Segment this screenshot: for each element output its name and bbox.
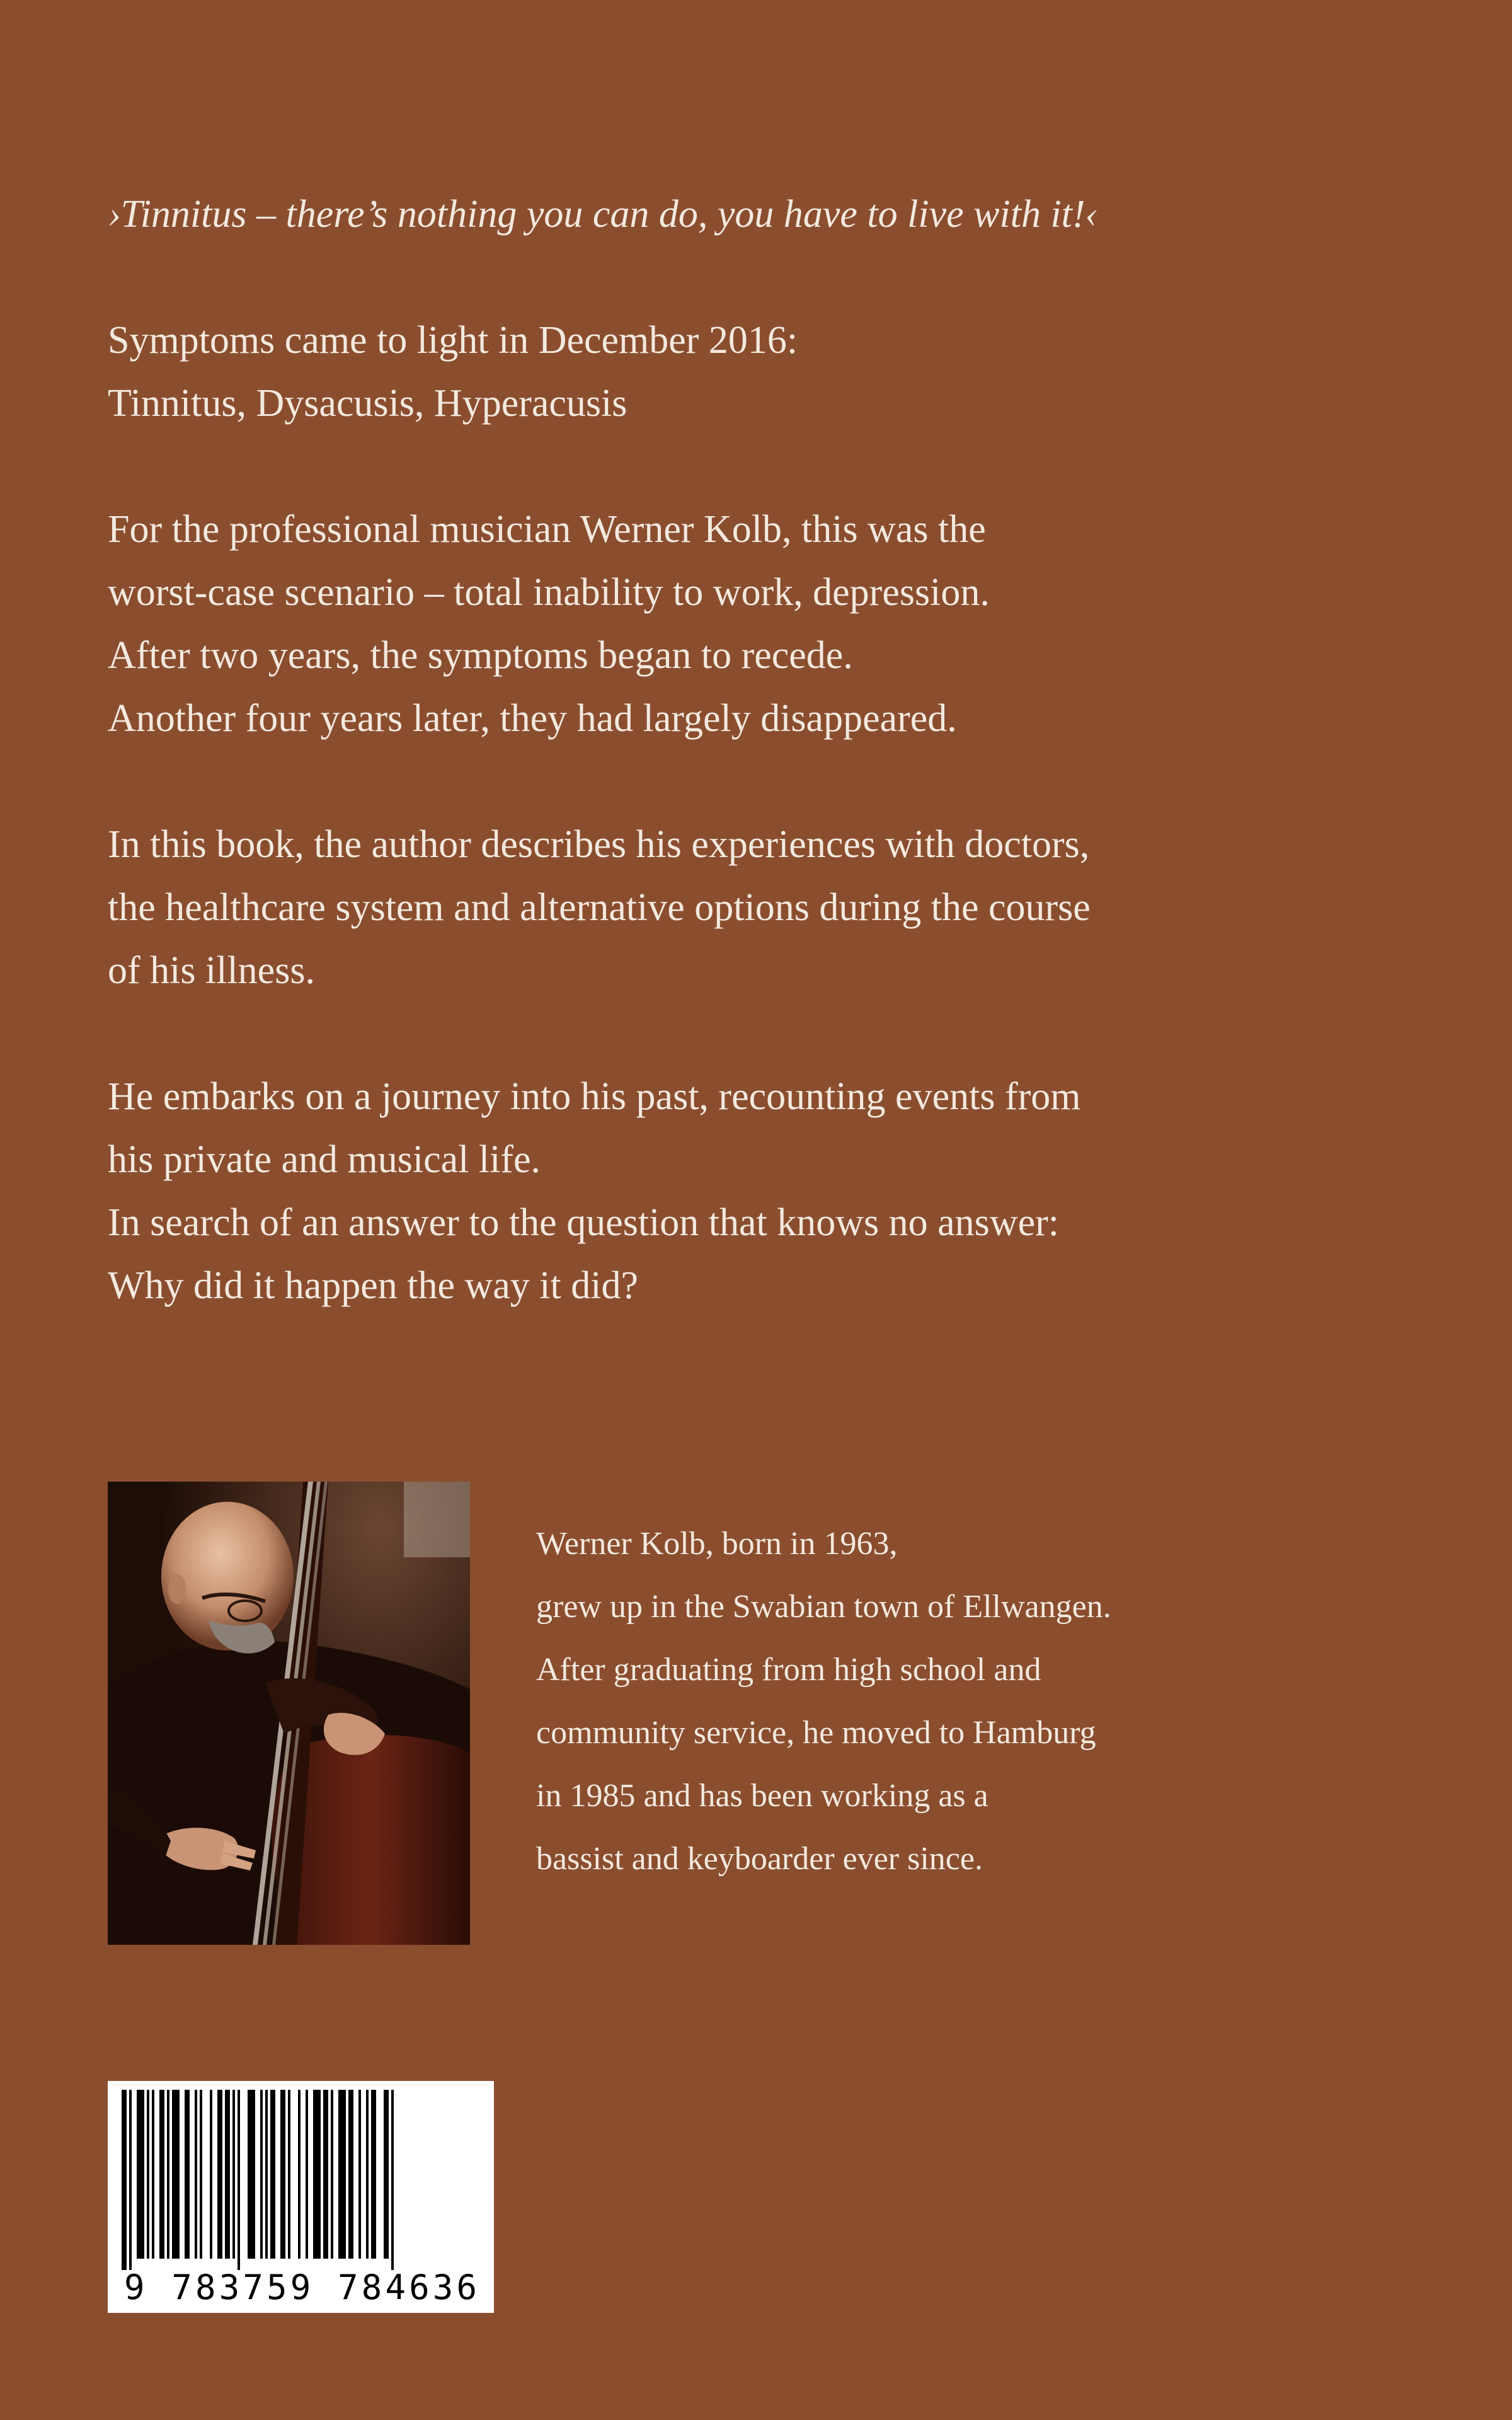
barcode-bar <box>323 2090 328 2259</box>
barcode-bar <box>260 2090 263 2259</box>
barcode-bar <box>152 2090 154 2259</box>
blurb-paragraph-symptoms <box>108 309 1431 435</box>
blurb-line: Tinnitus, Dysacusis, Hyperacusis <box>108 382 627 425</box>
blurb-line: In this book, the author describes his experiences with doctors, <box>108 823 1090 866</box>
blurb-line: Symptoms came to light in December 2016: <box>108 319 798 362</box>
blurb-line: He embarks on a journey into his past, recounting events from <box>108 1075 1081 1118</box>
blurb-line: Another four years later, they had largely disappeared. <box>108 697 957 740</box>
cover-quote: ›Tinnitus – there’s nothing you can do, you have to live with it!‹ <box>108 193 1099 236</box>
barcode-bar <box>167 2090 169 2259</box>
author-bio <box>536 1512 1261 1891</box>
barcode-bar <box>248 2090 255 2259</box>
blurb-paragraph-journey <box>108 1065 1431 1317</box>
barcode-bar <box>298 2090 301 2259</box>
author-photo-bassist <box>108 1482 470 1945</box>
barcode-bar <box>313 2090 321 2259</box>
blurb-paragraph-book <box>108 813 1431 1002</box>
barcode-bar <box>306 2090 308 2259</box>
author-photo <box>108 1482 470 1945</box>
barcode-bar <box>159 2090 164 2259</box>
barcode-bar <box>122 2090 127 2270</box>
barcode-bar <box>331 2090 333 2259</box>
barcode-bar <box>288 2090 290 2259</box>
barcode-bar <box>147 2090 149 2259</box>
blurb-line: worst-case scenario – total inability to work, depression. <box>108 571 990 614</box>
barcode-bar <box>225 2090 230 2259</box>
barcode-bar <box>185 2090 190 2259</box>
barcode-bar <box>391 2090 394 2270</box>
barcode-bar <box>384 2090 389 2259</box>
blurb-line: For the professional musician Werner Kolb, this was the <box>108 508 986 551</box>
barcode-bar <box>210 2090 212 2259</box>
barcode-bar <box>338 2090 346 2259</box>
isbn-number: 9 783759 784636 <box>124 2267 477 2307</box>
barcode-bar <box>270 2090 275 2259</box>
blurb-line: In search of an answer to the question that knows no answer: <box>108 1201 1059 1244</box>
blurb-line: the healthcare system and alternative options during the course <box>108 886 1091 929</box>
blurb-line: of his illness. <box>108 949 315 992</box>
barcode-bar <box>358 2090 361 2259</box>
barcode-bar <box>348 2090 353 2259</box>
barcode-bar <box>172 2090 180 2259</box>
barcode-bar <box>195 2090 197 2259</box>
author-bio-line: After graduating from high school and <box>536 1652 1041 1688</box>
author-bio-line: bassist and keyboarder ever since. <box>536 1841 983 1877</box>
blurb-line: Why did it happen the way it did? <box>108 1264 638 1307</box>
author-bio-line: community service, he moved to Hamburg <box>536 1715 1096 1751</box>
blurb-line: his private and musical life. <box>108 1138 541 1181</box>
barcode-bar <box>137 2090 144 2259</box>
isbn-barcode <box>108 2081 494 2313</box>
author-bio-line: grew up in the Swabian town of Ellwangen. <box>536 1589 1111 1625</box>
barcode-bar <box>217 2090 222 2259</box>
barcode-bars <box>122 2090 394 2270</box>
barcode-bar <box>232 2090 235 2259</box>
blurb-line: After two years, the symptoms began to recede. <box>108 634 853 677</box>
author-bio-line: Werner Kolb, born in 1963, <box>536 1526 898 1562</box>
barcode-graphic <box>108 2081 494 2313</box>
barcode-bar <box>238 2090 240 2270</box>
barcode-bar <box>200 2090 202 2259</box>
barcode-bar <box>371 2090 376 2259</box>
blurb-paragraph-musician <box>108 498 1431 750</box>
barcode-bar <box>280 2090 285 2259</box>
barcode-bar <box>129 2090 132 2270</box>
author-bio-line: in 1985 and has been working as a <box>536 1778 988 1814</box>
barcode-bar <box>366 2090 369 2259</box>
barcode-bar <box>265 2090 268 2259</box>
